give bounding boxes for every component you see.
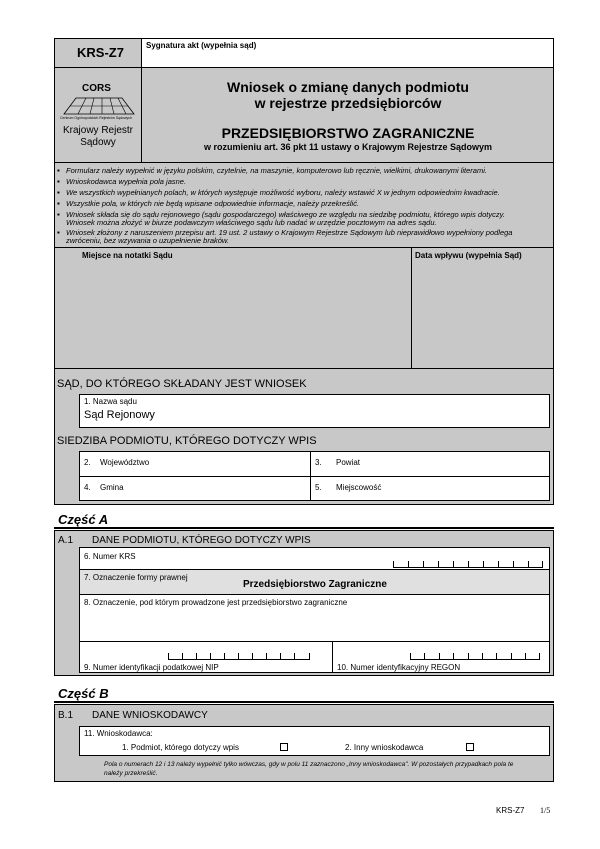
footer-form-code: KRS-Z7 xyxy=(496,806,525,815)
section-a1-number: A.1 xyxy=(58,535,74,546)
nip-ticks xyxy=(168,654,310,660)
court-section-heading: SĄD, DO KTÓREGO SKŁADANY JEST WNIOSEK xyxy=(57,378,307,390)
section-b1-number: B.1 xyxy=(58,710,74,721)
instruction-bullet: ▪ xyxy=(57,166,60,175)
instruction-bullet: ▪ xyxy=(57,188,60,197)
instruction-bullet: ▪ xyxy=(57,228,60,237)
locality-label: Miejscowość xyxy=(336,483,382,492)
legal-form-value: Przedsiębiorstwo Zagraniczne xyxy=(243,579,387,590)
seat-section-heading: SIEDZIBA PODMIOTU, KTÓREGO DOTYCZY WPIS xyxy=(57,435,317,447)
form-title-line1: Wniosek o zmianę danych podmiotu xyxy=(227,79,469,95)
logo-subtext: Centrum Ogólnopolskich Rejestrów Sądowych xyxy=(60,116,132,120)
legal-form-label: 7. Oznaczenie formy prawnej xyxy=(84,573,188,582)
section-b1-title: DANE WNIOSKODAWCY xyxy=(92,710,208,721)
applicant-note-line1: Pola o numerach 12 i 13 należy wypełnić tylko wówczas, gdy w polu 11 zaznaczono „Inny wnioskodawca". W pozostałych przypadkach pola te xyxy=(104,761,514,768)
regon-ticks xyxy=(410,654,540,660)
part-b-underline xyxy=(54,701,554,703)
receipt-date-area xyxy=(411,247,554,369)
registry-name-line2: Sądowy xyxy=(80,137,116,148)
regon-label: 10. Numer identyfikacyjny REGON xyxy=(337,663,461,672)
instruction-bullet: ▪ xyxy=(57,210,60,219)
commune-label: Gmina xyxy=(100,483,124,492)
court-notes-area xyxy=(54,247,412,369)
instruction-6: Wniosek złożony z naruszeniem przepisu art. 19 ust. 2 ustawy o Krajowym Rejestrze Sądowym lub nieprawidłowo wypełniony podlega xyxy=(66,228,513,237)
form-title-line2: w rejestrze przedsiębiorców xyxy=(254,95,442,111)
locality-num: 5. xyxy=(315,483,322,492)
instruction-3: We wszystkich wypełnianych polach, w których występuje możliwość wyboru, należy wstawić X w jednym odpowiednim kwadracie. xyxy=(66,188,500,197)
registry-name-line1: Krajowy Rejestr xyxy=(62,125,134,136)
part-a-heading: Część A xyxy=(58,512,109,527)
form-subtitle: PRZEDSIĘBIORSTWO ZAGRANICZNE xyxy=(221,125,475,141)
voivodeship-num: 2. xyxy=(84,458,91,467)
nip-label: 9. Numer identyfikacji podatkowej NIP xyxy=(84,663,219,672)
page-number: 1/5 xyxy=(540,806,551,815)
instruction-bullet: ▪ xyxy=(57,199,60,208)
receipt-date-label: Data wpływu (wypełnia Sąd) xyxy=(415,251,522,260)
applicant-option-other-checkbox[interactable] xyxy=(466,743,474,751)
court-name-value: Sąd Rejonowy xyxy=(84,409,155,421)
part-a-underline xyxy=(54,527,554,529)
instruction-2: Wnioskodawca wypełnia pola jasne. xyxy=(66,177,187,186)
section-a1-title: DANE PODMIOTU, KTÓREGO DOTYCZY WPIS xyxy=(92,535,311,546)
instruction-5: Wniosek składa się do sądu rejonowego (sądu gospodarczego) właściwego ze względu na siedzibę podmiotu, którego wpis dotyczy. xyxy=(66,210,505,219)
applicant-label: 11. Wnioskodawca: xyxy=(84,729,153,738)
krs-number-ticks xyxy=(393,562,543,568)
instruction-4: Wszystkie pola, w których nie będą wpisane odpowiednie informacje, należy przekreślić. xyxy=(66,199,360,208)
applicant-option-entity-checkbox[interactable] xyxy=(280,743,288,751)
signature-label: Sygnatura akt (wypełnia sąd) xyxy=(146,41,257,50)
instruction-5b: Wniosek można złożyć w biurze podawczym właściwego sądu lub nadać w urzędzie pocztowym na adres sądu. xyxy=(66,218,437,227)
instruction-6b: zwróceniu, bez wzywania o uzupełnienie braków. xyxy=(66,236,230,245)
county-label: Powiat xyxy=(336,458,361,467)
court-notes-label: Miejsce na notatki Sądu xyxy=(82,251,173,260)
form-subtitle-note: w rozumieniu art. 36 pkt 11 ustawy o Krajowym Rejestrze Sądowym xyxy=(203,142,493,152)
form-code: KRS-Z7 xyxy=(77,45,124,60)
part-b-heading: Część B xyxy=(58,686,109,701)
logo-text: CORS xyxy=(82,83,111,94)
court-name-label: 1. Nazwa sądu xyxy=(84,397,137,406)
applicant-note-line2: należy przekreślić. xyxy=(104,770,158,777)
instruction-bullet: ▪ xyxy=(57,177,60,186)
commune-num: 4. xyxy=(84,483,91,492)
instruction-1: Formularz należy wypełnić w języku polskim, czytelnie, na maszynie, komputerowo lub ręcznie, wielkimi, drukowanymi literami. xyxy=(66,166,487,175)
enterprise-designation-label: 8. Oznaczenie, pod którym prowadzone jest przedsiębiorstwo zagraniczne xyxy=(84,598,348,607)
county-num: 3. xyxy=(315,458,322,467)
applicant-option-other-label: 2. Inny wnioskodawca xyxy=(345,743,424,752)
voivodeship-label: Województwo xyxy=(100,458,150,467)
krs-number-label: 6. Numer KRS xyxy=(84,552,136,561)
applicant-option-entity-label: 1. Podmiot, którego dotyczy wpis xyxy=(122,743,239,752)
